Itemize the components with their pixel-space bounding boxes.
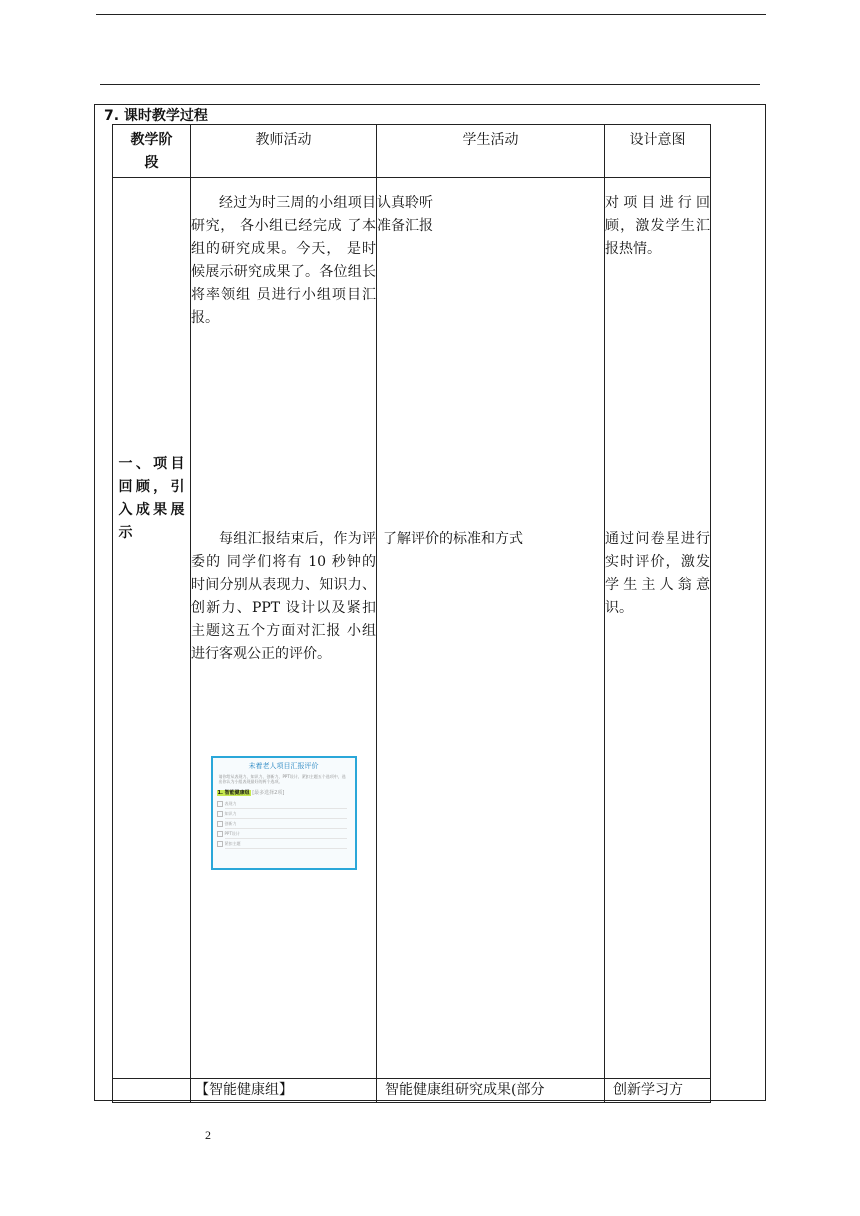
header-student: 学生活动 <box>377 125 605 178</box>
page-number: 2 <box>205 1128 211 1142</box>
student-item: 准备汇报 <box>377 218 433 234</box>
section-title: 7. 课时教学过程 <box>104 108 208 124</box>
table-row <box>113 1079 711 1103</box>
survey-screenshot <box>211 756 357 870</box>
intent-cell <box>605 178 711 1079</box>
teacher-paragraph-1: 经过为时三周的小组项目研究， 各小组已经完成 了本组的研究成果。今天， 是时候展示研究成果了。各位组长将率领组 员进行小组项目汇报。 <box>191 195 376 326</box>
survey-option: 表现力 <box>225 799 347 809</box>
header-stage: 教学阶段 <box>113 125 191 178</box>
teacher-cell <box>191 178 377 1079</box>
header-intent: 设计意图 <box>605 125 711 178</box>
survey-question: 1. 智能健康组 [最多选择2项] <box>217 790 285 796</box>
stage-label: 一、项目回顾，引入成果展示 <box>118 456 185 541</box>
intent-paragraph-1: 对项目进行回顾，激发学生汇报热情。 <box>605 195 710 257</box>
survey-option: 紧扣主题 <box>225 839 347 849</box>
lesson-process-table <box>112 124 711 1103</box>
teacher-paragraph-2: 每组汇报结束后，作为评委的 同学们将有 10 秒钟的时间分别从表现力、知识力、创新力、PPT 设计以及紧扣主题这五个方面对汇报 小组进行客观公正的评价。 <box>191 531 376 662</box>
table-row <box>113 178 711 1079</box>
stage-cell <box>113 178 191 1079</box>
section-rule <box>100 84 760 85</box>
survey-description: 请你给从表现力、知识力、创新力、PPT设计、紧扣主题五个选项中，选出你认为小组表现最好的两个选项。 <box>218 774 346 784</box>
stage-cell <box>113 1079 191 1103</box>
student-item: 认真聆听 <box>377 195 433 211</box>
survey-option: PPT设计 <box>225 829 347 839</box>
header-teacher: 教师活动 <box>191 125 377 178</box>
student-paragraph-2: 了解评价的标准和方式 <box>383 531 523 547</box>
student-cell <box>377 178 605 1079</box>
table-header-row <box>113 125 711 178</box>
survey-option: 知识力 <box>225 809 347 819</box>
teacher-cell: 【智能健康组】 <box>191 1079 377 1103</box>
student-cell: 智能健康组研究成果(部分 <box>377 1079 605 1103</box>
header-rule <box>96 14 766 15</box>
intent-cell: 创新学习方 <box>605 1079 711 1103</box>
intent-paragraph-2: 通过问卷星进行实时评价，激发学生主人翁意识。 <box>605 531 710 616</box>
survey-title: 未着老人项目汇报评价 <box>248 762 319 770</box>
survey-option: 创新力 <box>225 819 347 829</box>
